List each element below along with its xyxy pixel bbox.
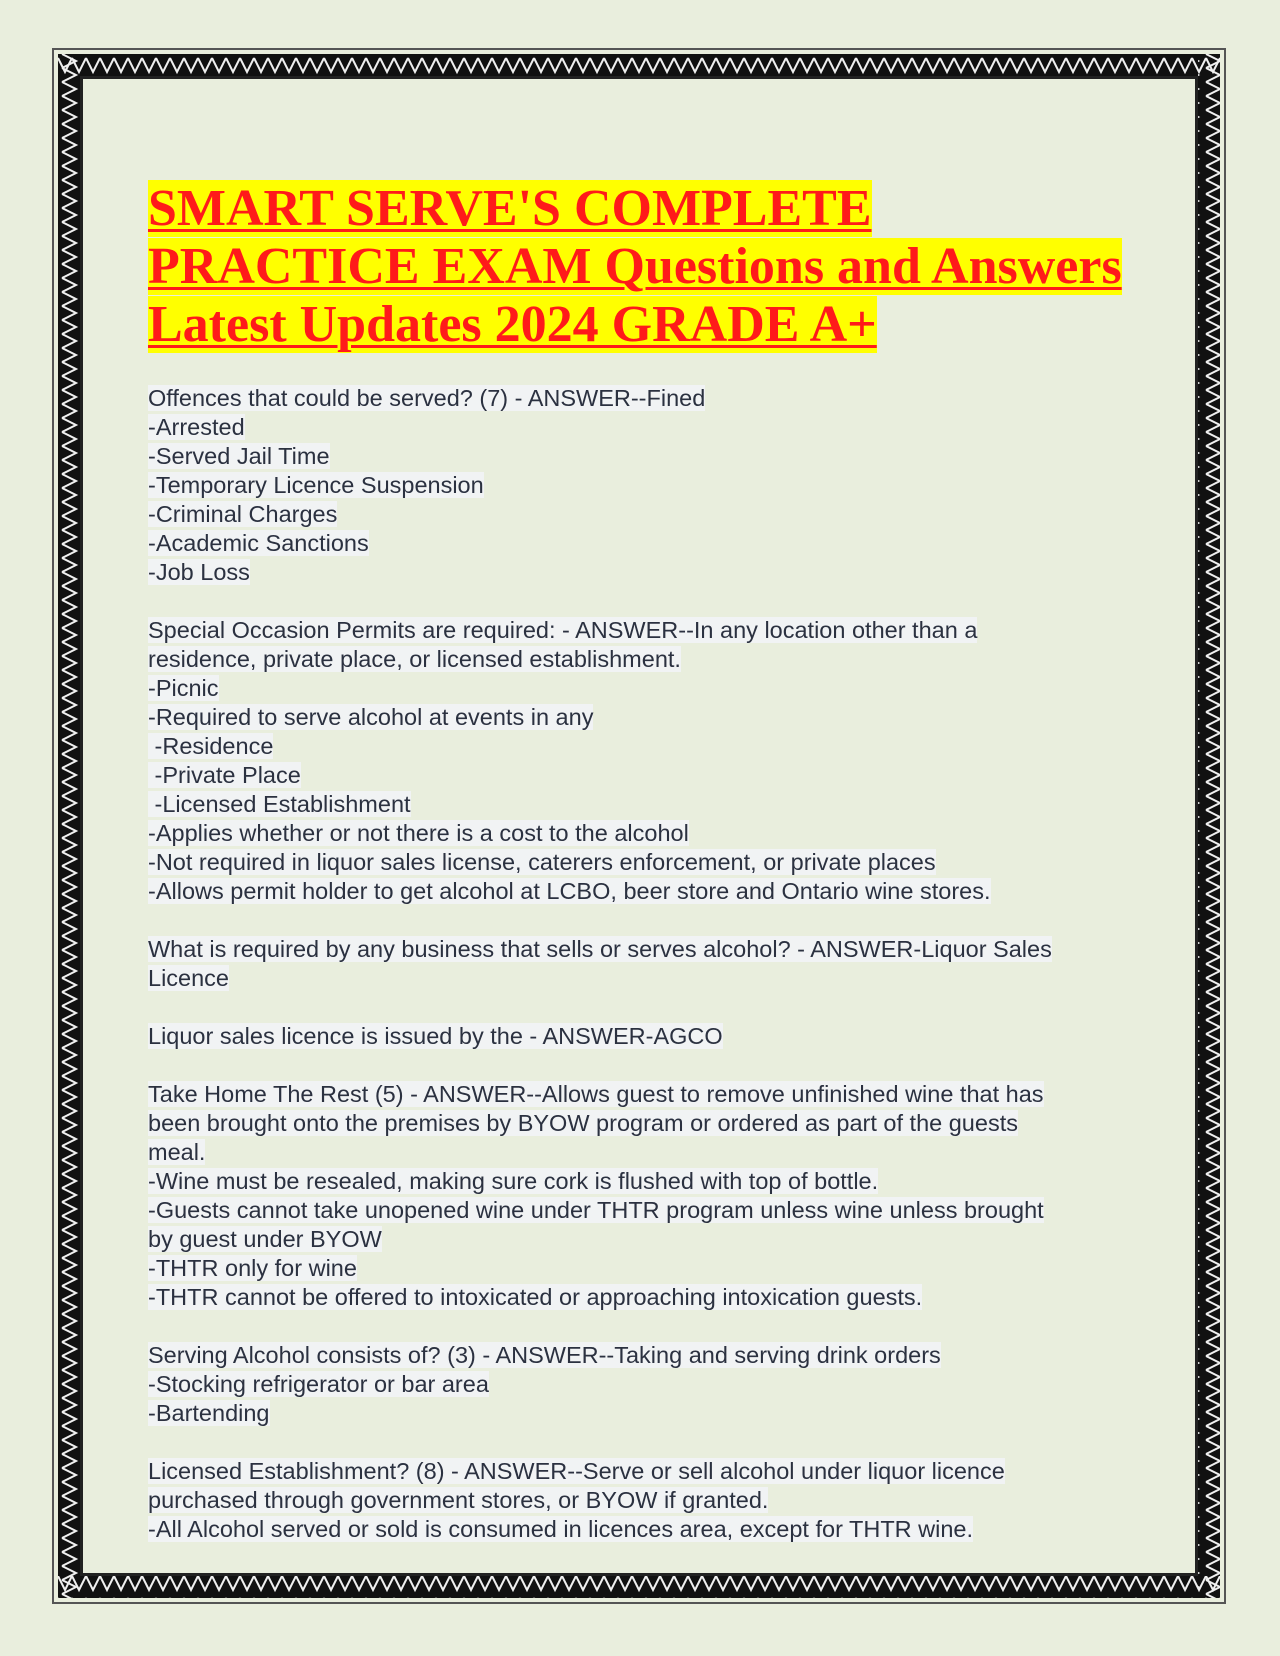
document-title — [148, 180, 1148, 354]
qa-line-text: -Criminal Charges — [148, 501, 338, 527]
qa-line-text: -Allows permit holder to get alcohol at LCBO, beer store and Ontario wine stores. — [148, 878, 991, 904]
qa-line — [148, 1254, 1148, 1283]
qa-item — [148, 935, 1148, 993]
qa-line — [148, 964, 1148, 993]
qa-line-text: been brought onto the premises by BYOW program or ordered as part of the guests — [148, 1110, 1018, 1136]
qa-line-text: -Served Jail Time — [148, 443, 330, 469]
qa-line-text: Offences that could be served? (7) - ANSWER--Fined — [148, 385, 706, 411]
qa-line-text: -Private Place — [148, 762, 301, 788]
qa-line — [148, 616, 1148, 645]
qa-line-text: -Bartending — [148, 1400, 270, 1426]
qa-line — [148, 558, 1148, 587]
qa-line — [148, 790, 1148, 819]
qa-line — [148, 471, 1148, 500]
qa-line-text: -Temporary Licence Suspension — [148, 472, 484, 498]
qa-item — [148, 1080, 1148, 1312]
qa-line — [148, 500, 1148, 529]
qa-line — [148, 1225, 1148, 1254]
qa-line — [148, 1457, 1148, 1486]
qa-line-text: by guest under BYOW — [148, 1226, 382, 1252]
qa-line-text: -Academic Sanctions — [148, 530, 369, 556]
qa-line-text: -Licensed Establishment — [148, 791, 411, 817]
qa-item — [148, 1022, 1148, 1051]
qa-line-text: Licensed Establishment? (8) - ANSWER--Serve or sell alcohol under liquor licence — [148, 1458, 1005, 1484]
qa-line — [148, 1080, 1148, 1109]
qa-line-text: -THTR cannot be offered to intoxicated or approaching intoxication guests. — [148, 1284, 923, 1310]
qa-line-text: residence, private place, or licensed establishment. — [148, 646, 681, 672]
qa-line-text: -All Alcohol served or sold is consumed in licences area, except for THTR wine. — [148, 1516, 974, 1542]
qa-list — [148, 384, 1148, 1544]
qa-line — [148, 732, 1148, 761]
qa-line — [148, 761, 1148, 790]
qa-line-text: -Job Loss — [148, 559, 250, 585]
qa-line-text: -Residence — [148, 733, 274, 759]
qa-line — [148, 848, 1148, 877]
qa-line — [148, 1196, 1148, 1225]
qa-line-text: Serving Alcohol consists of? (3) - ANSWER--Taking and serving drink orders — [148, 1342, 941, 1368]
qa-line-text: -Wine must be resealed, making sure cork is flushed with top of bottle. — [148, 1168, 879, 1194]
qa-item — [148, 616, 1148, 906]
qa-item — [148, 384, 1148, 587]
qa-line — [148, 645, 1148, 674]
qa-line — [148, 877, 1148, 906]
qa-line — [148, 1486, 1148, 1515]
qa-item — [148, 1341, 1148, 1428]
qa-line-text: What is required by any business that sells or serves alcohol? - ANSWER-Liquor Sales — [148, 936, 1052, 962]
qa-line-text: Take Home The Rest (5) - ANSWER--Allows guest to remove unfinished wine that has — [148, 1081, 1044, 1107]
qa-line — [148, 1167, 1148, 1196]
qa-line-text: -Required to serve alcohol at events in any — [148, 704, 594, 730]
qa-line-text: -THTR only for wine — [148, 1255, 357, 1281]
qa-line — [148, 442, 1148, 471]
qa-line — [148, 1022, 1148, 1051]
qa-line — [148, 703, 1148, 732]
qa-line-text: -Stocking refrigerator or bar area — [148, 1371, 489, 1397]
document-title-text: SMART SERVE'S COMPLETE PRACTICE EXAM Questions and Answers Latest Updates 2024 GRADE A+ — [148, 180, 1122, 353]
qa-line — [148, 935, 1148, 964]
qa-line — [148, 413, 1148, 442]
qa-line-text: -Applies whether or not there is a cost to the alcohol — [148, 820, 689, 846]
qa-line — [148, 674, 1148, 703]
qa-item — [148, 1457, 1148, 1544]
qa-line — [148, 1341, 1148, 1370]
qa-line-text: -Not required in liquor sales license, caterers enforcement, or private places — [148, 849, 936, 875]
qa-line-text: -Picnic — [148, 675, 219, 701]
qa-line-text: meal. — [148, 1139, 206, 1165]
document-body — [148, 180, 1148, 1573]
qa-line-text: -Arrested — [148, 414, 245, 440]
qa-line — [148, 1515, 1148, 1544]
qa-line — [148, 1370, 1148, 1399]
qa-line — [148, 1399, 1148, 1428]
qa-line-text: Licence — [148, 965, 229, 991]
qa-line — [148, 384, 1148, 413]
qa-line-text: Special Occasion Permits are required: - ANSWER--In any location other than a — [148, 617, 978, 643]
qa-line-text: -Guests cannot take unopened wine under THTR program unless wine unless brought — [148, 1197, 1044, 1223]
qa-line — [148, 819, 1148, 848]
qa-line — [148, 1138, 1148, 1167]
qa-line-text: purchased through government stores, or BYOW if granted. — [148, 1487, 769, 1513]
qa-line-text: Liquor sales licence is issued by the - ANSWER-AGCO — [148, 1023, 723, 1049]
qa-line — [148, 529, 1148, 558]
qa-line — [148, 1283, 1148, 1312]
qa-line — [148, 1109, 1148, 1138]
